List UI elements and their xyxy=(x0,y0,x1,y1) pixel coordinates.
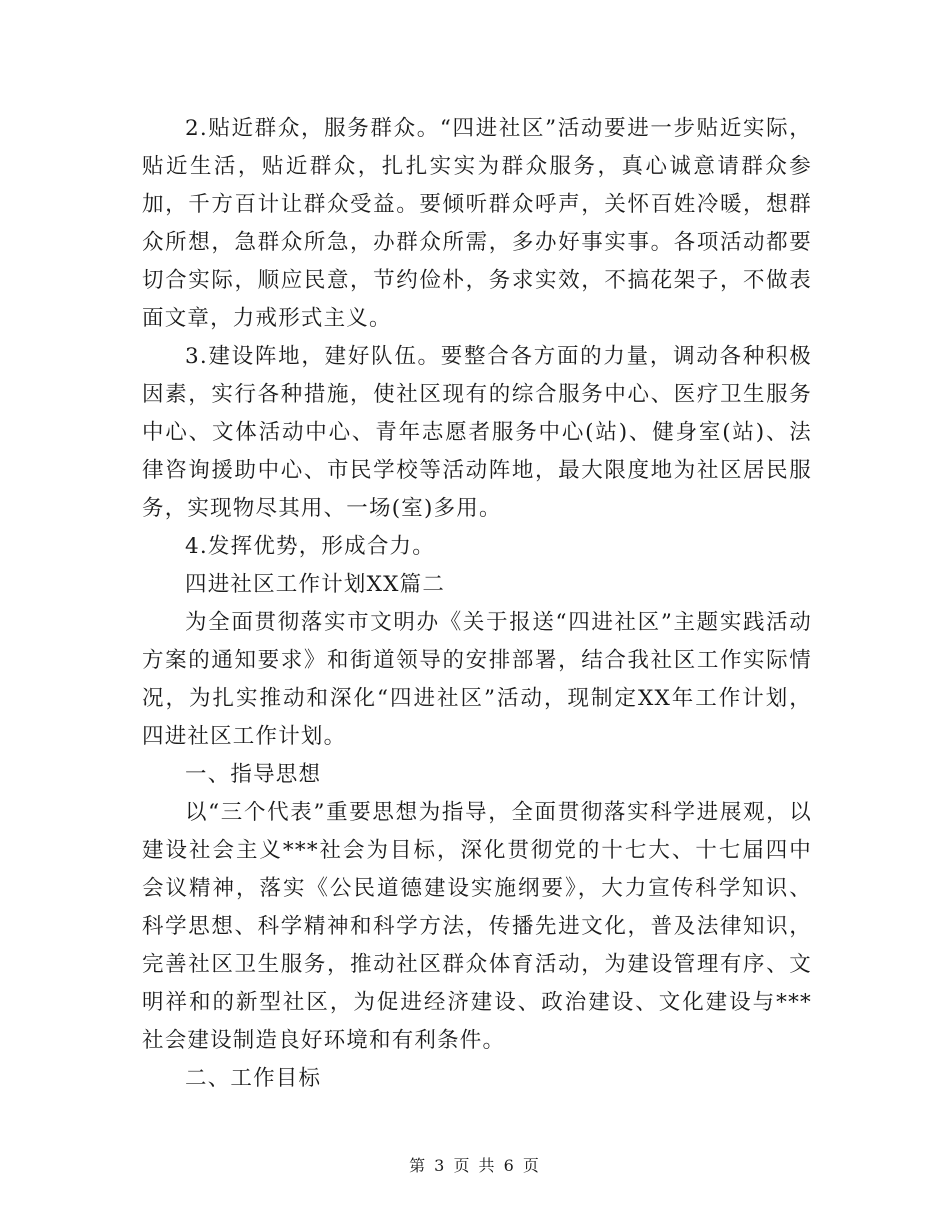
heading-work-goals: 二、工作目标 xyxy=(185,1066,322,1091)
paragraph-point-3: 3.建设阵地，建好队伍。要整合各方面的力量，调动各种积极因素，实行各种措施，使社区现有的综合服务中心、医疗卫生服务中心、文体活动中心、青年志愿者服务中心(站)、健身室(站)、法律咨询援助中心、市民学校等活动阵地，最大限度地为社区居民服务，实现物尽其用、一场(室)多用。 xyxy=(142,344,812,521)
heading-guiding-ideology: 一、指导思想 xyxy=(185,762,322,787)
document-body xyxy=(142,110,812,1098)
paragraph-point-2: 2.贴近群众，服务群众。“四进社区”活动要进一步贴近实际，贴近生活，贴近群众，扎扎实实为群众服务，真心诚意请群众参加，千方百计让群众受益。要倾听群众呼声，关怀百姓冷暖，想群众所想，急群众所急，办群众所需，多办好事实事。各项活动都要切合实际，顺应民意，节约俭朴，务求实效，不搞花架子，不做表面文章，力戒形式主义。 xyxy=(142,116,812,331)
paragraph-guiding-ideology: 以“三个代表”重要思想为指导，全面贯彻落实科学进展观，以建设社会主义***社会为目标，深化贯彻党的十七大、十七届四中会议精神，落实《公民道德建设实施纲要》，大力宣传科学知识、科学思想、科学精神和科学方法，传播先进文化，普及法律知识，完善社区卫生服务，推动社区群众体育活动，为建设管理有序、文明祥和的新型社区，为促进经济建设、政治建设、文化建设与***社会建设制造良好环境和有利条件。 xyxy=(142,800,812,1053)
section-title: 四进社区工作计划XX篇二 xyxy=(185,572,446,597)
paragraph-point-4: 4.发挥优势，形成合力。 xyxy=(185,534,435,559)
paragraph-intro: 为全面贯彻落实市文明办《关于报送“四进社区”主题实践活动方案的通知要求》和街道领导的安排部署，结合我社区工作实际情况，为扎实推动和深化“四进社区”活动，现制定XX年工作计划，四进社区工作计划。 xyxy=(142,610,812,749)
page-number-footer: 第 3 页 共 6 页 xyxy=(409,1156,541,1175)
